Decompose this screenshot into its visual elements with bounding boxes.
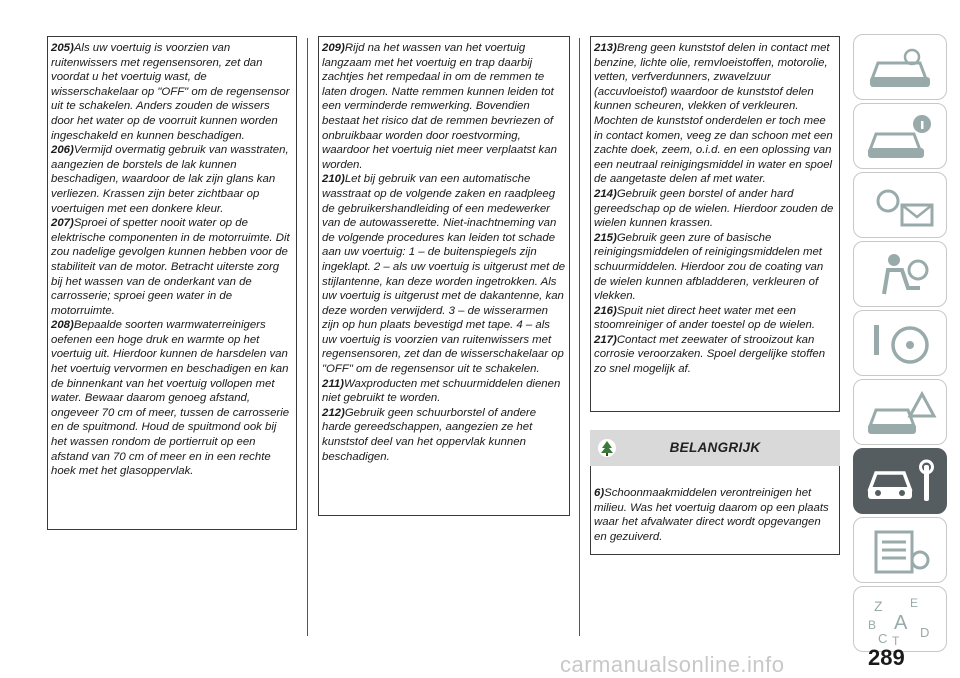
note-item bbox=[594, 333, 836, 377]
note-text: Sproei of spetter nooit water op de elektrische componenten in de motorruimte. Dit zou nadelige gevolgen kunnen hebben voor de stabiliteit van de motor. Betracht uiterste zorg bij het wassen van de onderkant van de carrosserie; sproei geen water in de motorruimte. bbox=[51, 217, 290, 317]
note-item bbox=[51, 216, 293, 318]
note-text: Breng geen kunststof delen in contact met benzine, lichte olie, remvloeistoffen, motorolie, vetten, verfverdunners, zwavelzuur (accuvloeistof) waardoor de kunststof delen kunnen scheuren, vlekken of verkleuren. Mochten de kunststof onderdelen er toch mee in contact komen, veeg ze dan schoon met een zachte doek, zeem, o.i.d. en een oplossing van een neutraal reinigingsmiddel in water en spoel de aangetaste delen af met water. bbox=[594, 42, 833, 186]
notes-column-2 bbox=[318, 36, 570, 516]
warning-title: BELANGRIJK bbox=[669, 440, 761, 455]
note-number: 205) bbox=[51, 42, 74, 54]
note-item bbox=[594, 41, 836, 187]
steering-wheel-icon bbox=[864, 317, 938, 371]
note-number: 211) bbox=[322, 377, 344, 390]
note-text: Vermijd overmatig gebruik van wasstraten, aangezien de borstels de lak kunnen beschadigen, waardoor de lak zijn glans kan verliezen. Krassen zijn beter zichtbaar op voertuigen met een donkere kleur. bbox=[51, 144, 289, 215]
tab-alphabet-index[interactable] bbox=[853, 586, 947, 652]
technical-data-icon bbox=[864, 524, 938, 578]
index-letter: Z bbox=[874, 598, 883, 614]
note-text: Gebruik geen zure of basische reinigingsmiddelen of reinigingsmiddelen met schuurmiddelen. Hierdoor zou de coating van de wielen kunnen afbladderen, verkleuren of vlekken. bbox=[594, 231, 824, 303]
note-text: Let bij gebruik van een automatische wasstraat op de volgende zaken en raadpleeg de gebruikershandleiding of een medewerker van de autowasserette. Niet-inachtneming van de volgende procedures kan leiden tot schade aan uw voertuig: 1 – de buitenspiegels zijn ingeklapt. 2 – als uw voertuig is uitgerust met de stijlantenne, kan deze worden ingetrokken. Als uw voertuig is uitgerust met de dakantenne, kan deze worden verwijderd. 3 – de wisserarmen zijn op hun plaats bevestigd met tape. 4 – als uw voertuig is voorzien van ruitenwissers met regensensoren, zet dan de wisserschakelaar op "OFF" om de regensensor uit te schakelen. bbox=[322, 173, 566, 376]
note-item bbox=[51, 318, 293, 479]
note-item bbox=[51, 143, 293, 216]
notes-column-3 bbox=[590, 36, 840, 412]
note-text: Gebruik geen schuurborstel of andere harde gereedschappen, aangezien ze het kunststof deel van het oppervlak kunnen beschadigen. bbox=[322, 406, 537, 463]
note-number: 209) bbox=[322, 42, 345, 54]
tab-car-maintenance[interactable] bbox=[853, 448, 947, 514]
index-letter: B bbox=[868, 618, 877, 632]
warning-header bbox=[590, 430, 840, 466]
tab-steering-wheel[interactable] bbox=[853, 310, 947, 376]
car-info-icon bbox=[864, 110, 938, 164]
note-number: 213) bbox=[594, 42, 617, 54]
page-number: 289 bbox=[868, 645, 905, 670]
tab-technical-data[interactable] bbox=[853, 517, 947, 583]
note-text: Spuit niet direct heet water met een stoomreiniger of ander toestel op de wielen. bbox=[594, 304, 815, 332]
index-letter: T bbox=[892, 634, 900, 647]
index-letter: E bbox=[910, 596, 919, 610]
note-item bbox=[594, 304, 836, 333]
note-text: Bepaalde soorten warmwaterreinigers oefenen een hoge druk en warmte op het voertuig uit. Hierdoor kunnen de harsdelen van het voertuig vervormen en beschadigen en kan de binnenkant van het voertuig vollopen met water. Bewaar daarom genoeg afstand, ongeveer 70 cm of meer, tussen de carrosserie en de spuitmond. Houd de spuitmond ook bij het wassen rondom de portierruit op een afstand van 70 cm of meer en in een rechte hoek met het glasoppervlak. bbox=[51, 319, 290, 478]
car-dashboard-icon bbox=[864, 41, 938, 95]
note-text: Contact met zeewater of strooizout kan corrosie veroorzaken. Spoel dergelijke stoffen zo snel mogelijk af. bbox=[594, 333, 826, 376]
note-number: 208) bbox=[51, 319, 74, 332]
airbag-safety-icon bbox=[864, 248, 938, 302]
tab-car-emergency[interactable] bbox=[853, 379, 947, 445]
note-number: 207) bbox=[51, 217, 74, 230]
column-divider bbox=[579, 38, 580, 636]
tab-airbag-safety[interactable] bbox=[853, 241, 947, 307]
alphabet-index-icon bbox=[864, 593, 938, 647]
car-maintenance-icon bbox=[864, 455, 938, 509]
notes-column-1 bbox=[47, 36, 297, 530]
tab-car-info[interactable] bbox=[853, 103, 947, 169]
note-number: 206) bbox=[51, 144, 74, 157]
note-text: Rijd na het wassen van het voertuig langzaam met het voertuig en trap daarbij zachtjes het rempedaal in om de remmen te laten drogen. Natte remmen kunnen leiden tot een verminderde remwerking. Bovendien bestaat het risico dat de remmen bevriezen of onbruikbaar worden door roestvorming, waardoor het voertuig niet meer verplaatst kan worden. bbox=[322, 42, 557, 171]
note-item bbox=[322, 172, 566, 376]
tab-car-dashboard[interactable] bbox=[853, 34, 947, 100]
note-number: 216) bbox=[594, 304, 617, 317]
note-item bbox=[322, 41, 566, 172]
warning-lights-icon bbox=[864, 179, 938, 233]
car-emergency-icon bbox=[864, 386, 938, 440]
warning-box bbox=[590, 466, 840, 555]
note-number: 217) bbox=[594, 333, 617, 346]
note-item bbox=[322, 377, 566, 406]
column-divider bbox=[307, 38, 308, 636]
tab-warning-lights[interactable] bbox=[853, 172, 947, 238]
note-item bbox=[594, 187, 836, 231]
watermark: carmanualsonline.info bbox=[560, 652, 785, 677]
warning-text: 6)Schoonmaakmiddelen verontreinigen het milieu. Was het voertuig daarom op een plaats waar het afvalwater direct wordt opgevangen en gezuiverd. bbox=[594, 487, 829, 543]
note-text: Gebruik geen borstel of ander hard gereedschap op de wielen. Hierdoor zouden de wielen kunnen krassen. bbox=[594, 187, 834, 230]
note-number: 214) bbox=[594, 187, 617, 200]
index-letter: A bbox=[894, 612, 908, 634]
index-letter: C bbox=[878, 631, 888, 646]
note-number: 212) bbox=[322, 406, 345, 419]
index-letter: D bbox=[920, 625, 930, 640]
note-item bbox=[594, 231, 836, 304]
note-text: Waxproducten met schuurmiddelen dienen niet gebruikt te worden. bbox=[322, 377, 561, 405]
note-item bbox=[322, 406, 566, 464]
note-number: 210) bbox=[322, 173, 345, 186]
note-number: 215) bbox=[594, 231, 617, 244]
note-text: Als uw voertuig is voorzien van ruitenwissers met regensensoren, zet dan voordat u het voertuig wast, de wisserschakelaar op "OFF" om de regensensor uit te schakelen. Anders zouden de wissers door het water op de voorruit kunnen worden ingeschakeld en kunnen beschadigen. bbox=[51, 42, 290, 142]
note-item bbox=[51, 41, 293, 143]
